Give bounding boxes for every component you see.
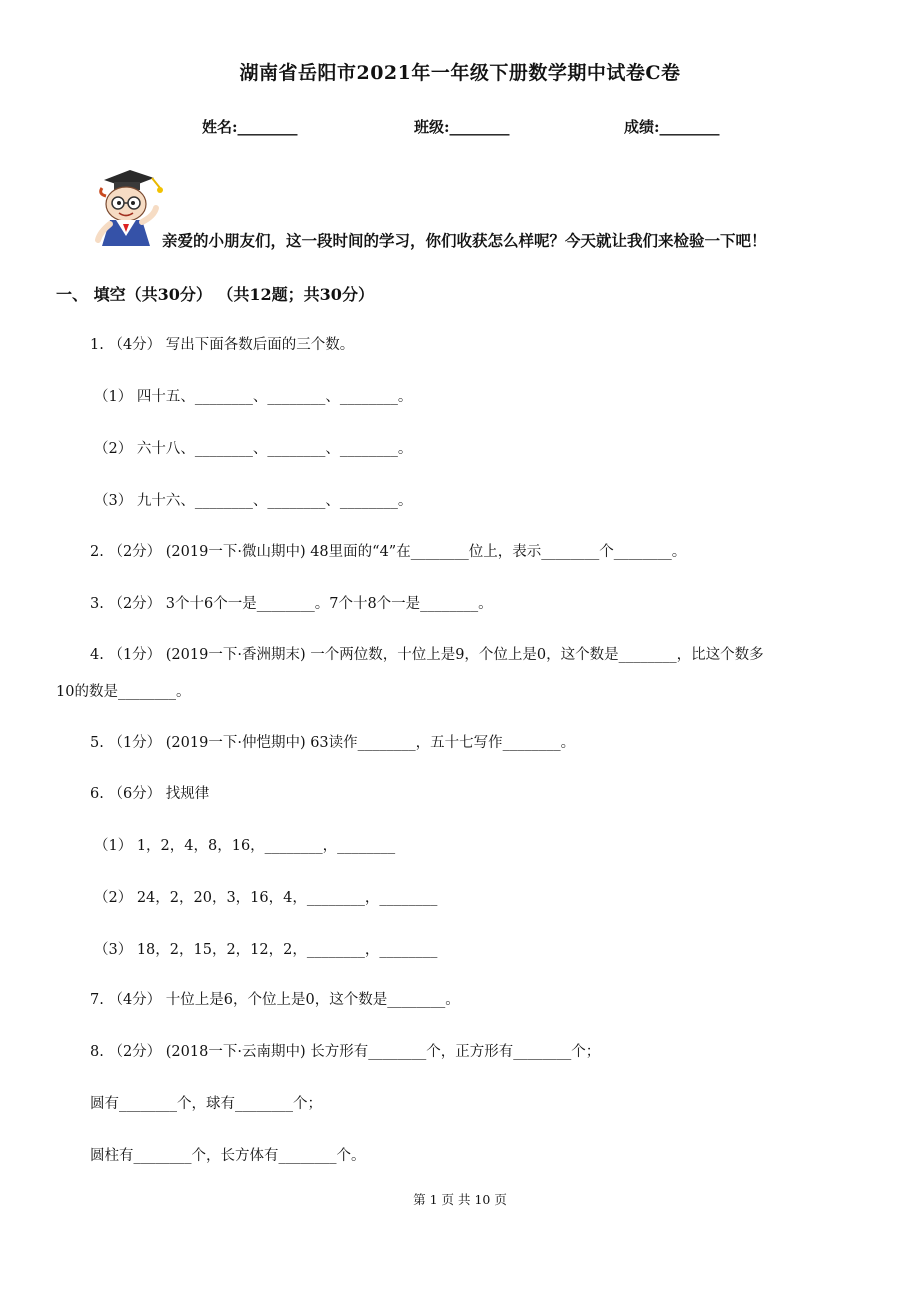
greeting-text: 亲爱的小朋友们，这一段时间的学习，你们收获怎么样呢？今天就让我们来检验一下吧！ bbox=[162, 232, 767, 250]
question-line: 2. （2分） (2019一下·微山期中) 48里面的“4”在________位上，表示________个________。 bbox=[90, 544, 687, 560]
question-line: 1. （4分） 写出下面各数后面的三个数。 bbox=[90, 337, 355, 353]
mascot-image bbox=[90, 166, 166, 250]
question-line: 4. （1分） (2019一下·香洲期末) 一个两位数，十位上是9，个位上是0，这个数是________，比这个数多 bbox=[90, 647, 764, 663]
question-line: 圆有________个，球有________个； bbox=[90, 1096, 322, 1112]
question-line: 8. （2分） (2018一下·云南期中) 长方形有________个，正方形有________个； bbox=[90, 1044, 601, 1060]
question-line: 7. （4分） 十位上是6，个位上是0，这个数是________。 bbox=[90, 992, 460, 1008]
question-line: （3） 18，2，15，2，12，2，________，________ bbox=[94, 942, 438, 958]
question-line: （2） 24，2，20，3，16，4，________，________ bbox=[94, 890, 438, 906]
score-field: 成绩:________ bbox=[624, 118, 720, 136]
page-title: 湖南省岳阳市2021年一年级下册数学期中试卷C卷 bbox=[239, 62, 681, 84]
question-line: 5. （1分） (2019一下·仲恺期中) 63读作________，五十七写作________。 bbox=[90, 735, 576, 751]
section-heading: 一、 填空（共30分） （共12题；共30分） bbox=[56, 285, 374, 304]
page-footer: 第 1 页 共 10 页 bbox=[413, 1192, 507, 1207]
question-line: 10的数是________。 bbox=[56, 684, 191, 700]
question-line: 3. （2分） 3个十6个一是________。7个十8个一是________。 bbox=[90, 596, 493, 612]
question-line: （1） 1，2，4，8，16，________，________ bbox=[94, 838, 396, 854]
question-line: 圆柱有________个，长方体有________个。 bbox=[90, 1148, 366, 1164]
question-line: 6. （6分） 找规律 bbox=[90, 786, 210, 802]
question-line: （2） 六十八、________、________、________。 bbox=[94, 441, 413, 457]
name-field: 姓名:________ bbox=[202, 118, 298, 136]
question-line: （1） 四十五、________、________、________。 bbox=[94, 389, 413, 405]
class-field: 班级:________ bbox=[414, 118, 510, 136]
question-line: （3） 九十六、________、________、________。 bbox=[94, 493, 413, 509]
